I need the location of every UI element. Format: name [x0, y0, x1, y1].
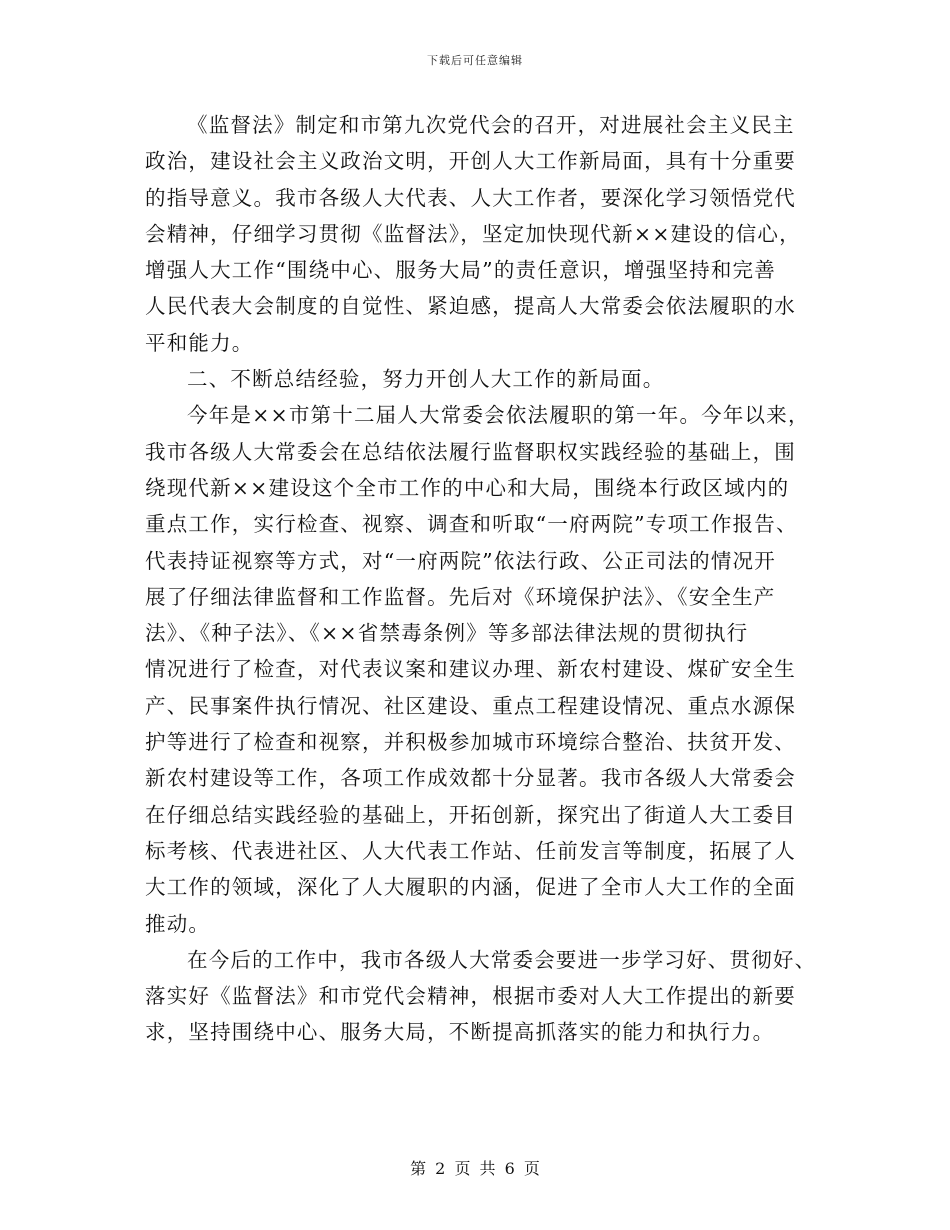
text-line: 增强人大工作“围绕中心、服务大局”的责任意识，增强坚持和完善: [145, 258, 776, 283]
text-line: 政治，建设社会主义政治文明，开创人大工作新局面，具有十分重要: [145, 149, 796, 174]
text-line: 展了仔细法律监督和工作监督。先后对《环境保护法》、《安全生产: [145, 584, 776, 609]
page-header: 下载后可任意编辑: [427, 54, 523, 67]
text-line: 情况进行了检查，对代表议案和建议办理、新农村建设、煤矿安全生: [145, 657, 796, 682]
text-line: 在今后的工作中，我市各级人大常委会要进一步学习好、贯彻好、: [187, 947, 817, 972]
text-line: 绕现代新××建设这个全市工作的中心和大局，围绕本行政区域内的: [145, 475, 790, 500]
text-line: 会精神，仔细学习贯彻《监督法》，坚定加快现代新××建设的信心，: [145, 221, 801, 246]
text-line: 推动。: [145, 911, 211, 936]
text-line: 二、不断总结经验，努力开创人大工作的新局面。: [187, 367, 665, 392]
text-line: 法》、《种子法》、《××省禁毒条例》等多部法律法规的贯彻执行: [145, 621, 749, 646]
text-line: 平和能力。: [145, 330, 254, 355]
text-line: 代表持证视察等方式，对“一府两院”依法行政、公正司法的情况开: [145, 548, 776, 573]
paragraph-2: [145, 397, 810, 941]
text-line: 标考核、代表进社区、人大代表工作站、任前发言等制度，拓展了人: [145, 838, 796, 863]
paragraph-1: [145, 107, 810, 361]
text-line: 我市各级人大常委会在总结依法履行监督职权实践经验的基础上，围: [145, 439, 796, 464]
text-line: 的指导意义。我市各级人大代表、人大工作者，要深化学习领悟党代: [145, 185, 796, 210]
text-line: 护等进行了检查和视察，并积极参加城市环境综合整治、扶贫开发、: [145, 730, 796, 755]
text-line: 大工作的领域，深化了人大履职的内涵，促进了全市人大工作的全面: [145, 875, 796, 900]
text-line: 产、民事案件执行情况、社区建设、重点工程建设情况、重点水源保: [145, 693, 796, 718]
text-line: 人民代表大会制度的自觉性、紧迫感，提高人大常委会依法履职的水: [145, 294, 796, 319]
text-line: 在仔细总结实践经验的基础上，开拓创新，探究出了街道人大工委目: [145, 802, 796, 827]
section-heading: [145, 361, 810, 397]
text-line: 落实好《监督法》和市党代会精神，根据市委对人大工作提出的新要: [145, 984, 796, 1009]
text-line: 《监督法》制定和市第九次党代会的召开，对进展社会主义民主: [187, 113, 795, 137]
text-line: 新农村建设等工作，各项工作成效都十分显著。我市各级人大常委会: [145, 766, 796, 791]
paragraph-3: [145, 942, 817, 1051]
text-line: 今年是××市第十二届人大常委会依法履职的第一年。今年以来，: [187, 403, 810, 428]
text-line: 求，坚持围绕中心、服务大局，不断提高抓落实的能力和执行力。: [145, 1020, 775, 1045]
page-number-footer: 第 2 页 共 6 页: [410, 1159, 540, 1178]
text-line: 重点工作，实行检查、视察、调查和听取“一府两院”专项工作报告、: [145, 512, 798, 537]
document-body: [145, 107, 817, 1051]
